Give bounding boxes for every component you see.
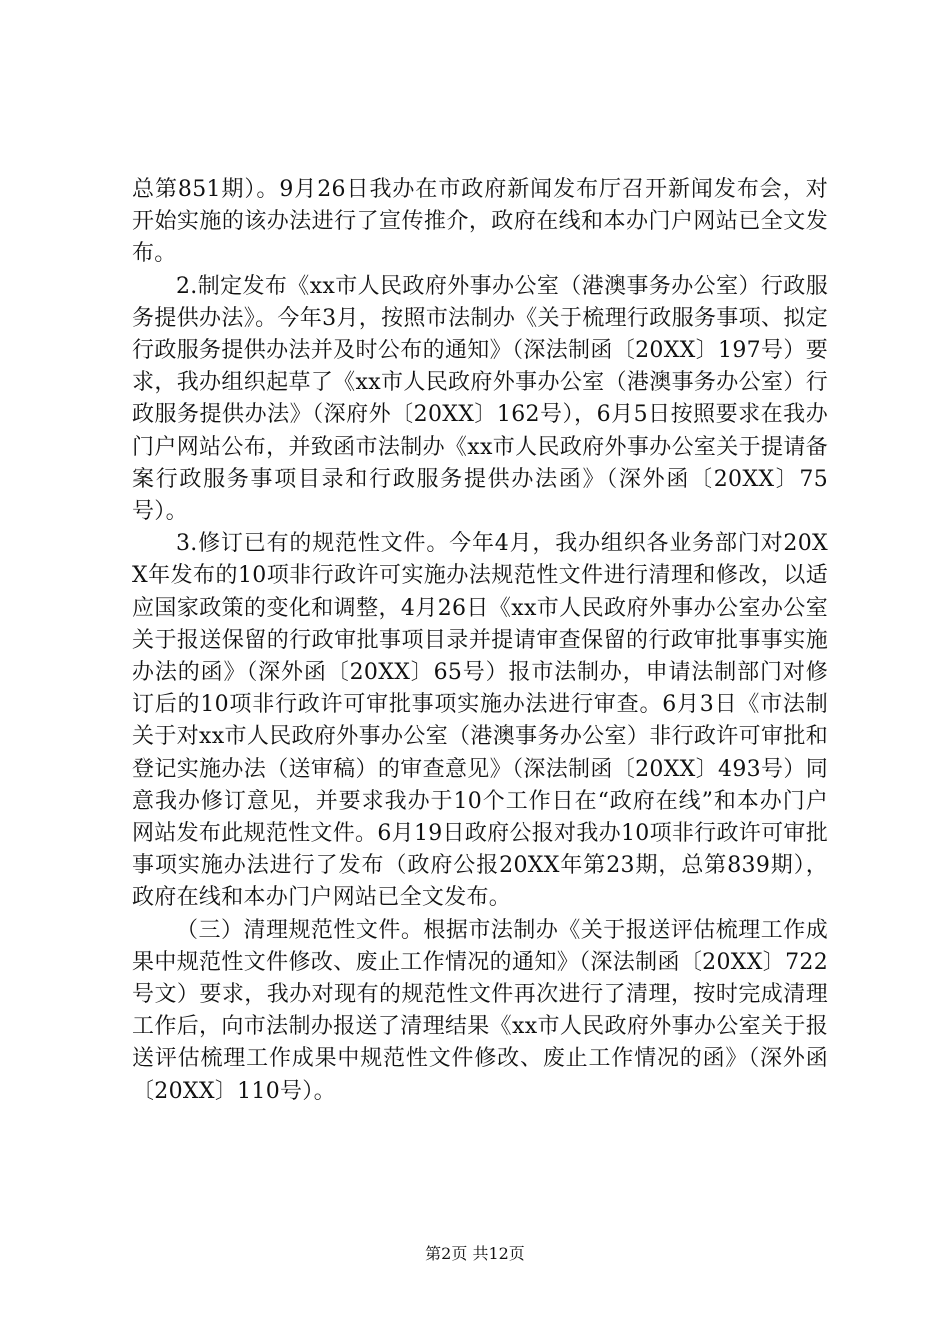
paragraph-section-3: （三）清理规范性文件。根据市法制办《关于报送评估梳理工作成果中规范性文件修改、废止工作情况的通知》（深法制函〔20XX〕722号文）要求，我办对现有的规范性文件再次进行了清理，按时完成清理工作后，向市法制办报送了清理结果《xx市人民政府外事办公室关于报送评估梳理工作成果中规范性文件修改、废止工作情况的函》（深外函〔20XX〕110号）。 [132,917,828,1104]
paragraph-item-2: 2.制定发布《xx市人民政府外事办公室（港澳事务办公室）行政服务提供办法》。今年3月，按照市法制办《关于梳理行政服务事项、拟定行政服务提供办法并及时公布的通知》（深法制函〔20XX〕197号）要求，我办组织起草了《xx市人民政府外事办公室（港澳事务办公室）行政服务提供办法》（深府外〔20XX〕162号），6月5日按照要求在我办门户网站公布，并致函市法制办《xx市人民政府外事办公室关于提请备案行政服务事项目录和行政服务提供办法函》（深外函〔20XX〕75号）。 [132,273,828,525]
document-body [132,174,828,1108]
page-footer: 第2页 共12页 [425,1244,525,1263]
paragraph-item-3: 3.修订已有的规范性文件。今年4月，我办组织各业务部门对20XX年发布的10项非行政许可实施办法规范性文件进行清理和修改，以适应国家政策的变化和调整，4月26日《xx市人民政府外事办公室办公室关于报送保留的行政审批事项目录并提请审查保留的行政审批事事实施办法的函》（深外函〔20XX〕65号）报市法制办，申请法制部门对修订后的10项非行政许可审批事项实施办法进行审查。6月3日《市法制关于对xx市人民政府外事办公室（港澳事务办公室）非行政许可审批和登记实施办法（送审稿）的审查意见》（深法制函〔20XX〕493号）同意我办修订意见，并要求我办于10个工作日在“政府在线”和本办门户网站发布此规范性文件。6月19日政府公报对我办10项非行政许可审批事项实施办法进行了发布（政府公报20XX年第23期，总第839期），政府在线和本办门户网站已全文发布。 [132,531,828,911]
paragraph-continuation: 总第851期）。9月26日我办在市政府新闻发布厅召开新闻发布会，对开始实施的该办法进行了宣传推介，政府在线和本办门户网站已全文发布。 [132,177,828,267]
